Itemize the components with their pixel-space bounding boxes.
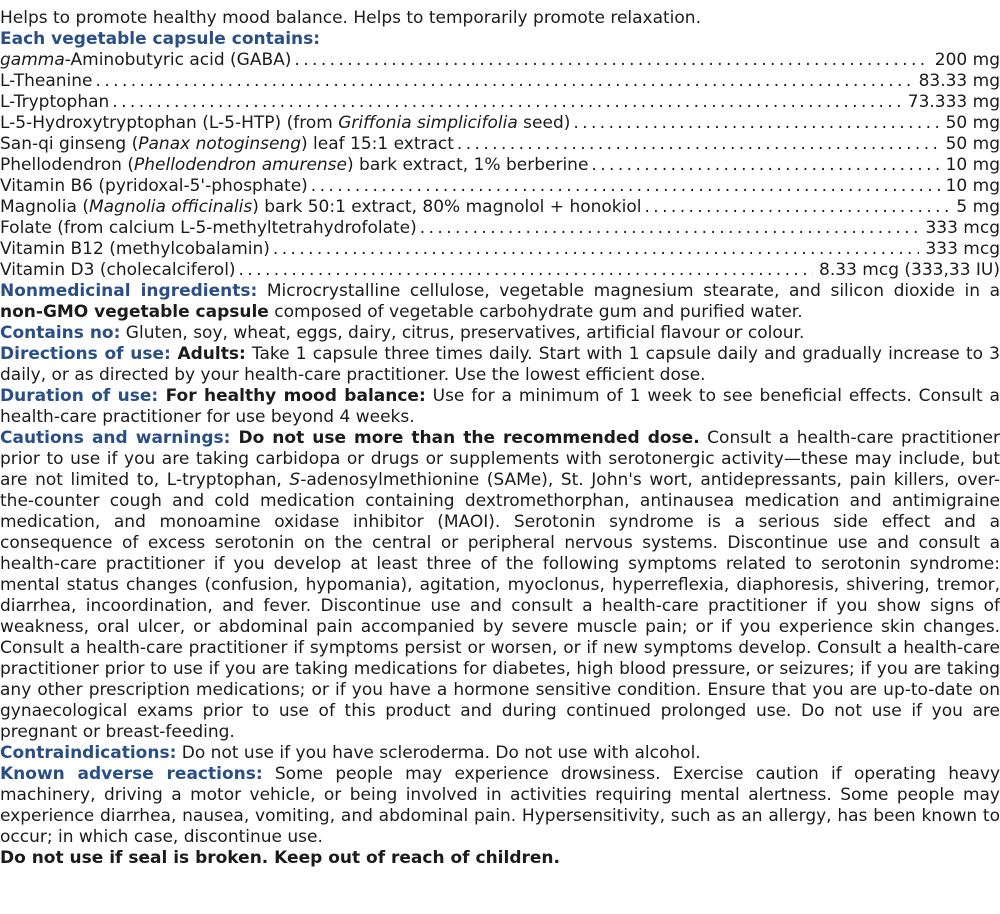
dot-leader [311, 176, 940, 197]
adverse-section [0, 764, 1000, 848]
ingredients-list [0, 50, 1000, 281]
contraindications-heading: Contraindications: [0, 743, 177, 763]
ingredient-row [0, 92, 1000, 113]
ingredient-row [0, 239, 1000, 260]
ingredient-amount: 50 mg [945, 113, 1000, 133]
ingredient-name-part: gamma [0, 50, 65, 70]
dot-leader [294, 50, 928, 71]
ingredient-amount: 83.33 mg [918, 71, 1000, 91]
duration-bold: For healthy mood balance: [158, 386, 426, 406]
directions-text: Take 1 capsule three times daily. Start with 1 capsule daily and gradually increase to 3 daily, or as directed by your health-care practitioner. Use the lowest efficient dose. [0, 344, 1000, 385]
contraindications-text: Do not use if you have scleroderma. Do not use with alcohol. [176, 743, 701, 763]
ingredient-name-part: Phellodendron amurense [133, 155, 347, 175]
directions-heading: Directions of use: [0, 344, 171, 364]
duration-section [0, 386, 1000, 428]
directions-bold: Adults: [170, 344, 246, 364]
cautions-italic: S [289, 470, 301, 490]
ingredient-amount: 200 mg [934, 50, 1000, 70]
ingredient-amount: 8.33 mcg (333,33 IU) [819, 260, 1000, 280]
dot-leader [573, 113, 939, 134]
ingredient-name-part: Griffonia simplicifolia [338, 113, 518, 133]
duration-heading: Duration of use: [0, 386, 159, 406]
dot-leader [112, 92, 901, 113]
cautions-bold: Do not use more than the recommended dose. [230, 428, 700, 448]
duration-text: Use for a minimum of 1 week to see beneficial effects. Consult a health-care practitioner for use beyond 4 weeks. [0, 386, 1000, 427]
cautions-text: Consult a health-care practitioner prior to use if you are taking carbidopa or drugs or supplements with serotonergic activity—these may include, but are not limited to, L-tryptophan, [0, 428, 1000, 490]
nonmedicinal-text-2: composed of vegetable carbohydrate gum and purified water. [268, 302, 803, 322]
ingredient-name-part: L-Theanine [0, 71, 93, 91]
ingredient-row [0, 218, 1000, 239]
ingredient-row [0, 260, 1000, 281]
ingredient-name-part: Magnolia officinalis [88, 197, 253, 217]
ingredient-name-part: Vitamin B6 (pyridoxal-5'-phosphate) [0, 176, 308, 196]
dot-leader [644, 197, 950, 218]
ingredient-name [0, 176, 308, 197]
ingredient-name [0, 92, 109, 113]
ingredient-name-part: -Aminobutyric acid (GABA) [64, 50, 292, 70]
ingredient-name [0, 197, 641, 218]
dot-leader [457, 134, 940, 155]
ingredient-name [0, 260, 236, 281]
cautions-text-2: -adenosylmethionine (SAMe), St. John's wort, antidepressants, pain killers, over-the-counter cough and cold medication containing dextromethorphan, antinausea medication and antimigraine medication, and monoamine oxidase inhibitor (MAOI). Serotonin syndrome is a serious side effect and a consequence of excess serotonin on the central or peripheral nervous systems. Discontinue use and consult a health-care practitioner if you develop at least three of the following symptoms related to serotonin syndrome: mental status changes (confusion, hypomania), agitation, myoclonus, hyperreflexia, diaphoresis, shivering, tremor, diarrhea, incoordination, and fever. Discontinue use and consult a health-care practitioner if you show signs of weakness, oral ulcer, or abdominal pain accompanied by severe muscle pain; or if you experience skin changes. Consult a health-care practitioner if symptoms persist or worsen, or if new symptoms develop. Consult a health-care practitioner prior to use if you are taking medications for diabetes, high blood pressure, or seizures; if you are taking any other prescription medications; or if you have a hormone sensitive condition. Ensure that you are up-to-date on gynaecological exams prior to use of this product and during continued prolonged use. Do not use if you are pregnant or breast-feeding. [0, 470, 1000, 742]
contains-no-heading: Contains no: [0, 323, 121, 343]
ingredient-row [0, 197, 1000, 218]
dot-leader [96, 71, 913, 92]
ingredient-name-part: ) bark 50:1 extract, 80% magnolol + honokiol [252, 197, 642, 217]
ingredient-name-part: ) bark extract, 1% berberine [347, 155, 589, 175]
ingredient-name-part: Phellodendron ( [0, 155, 134, 175]
ingredient-amount: 333 mcg [925, 218, 1000, 238]
dot-leader [273, 239, 920, 260]
dot-leader [239, 260, 813, 281]
ingredient-row [0, 134, 1000, 155]
final-warning: Do not use if seal is broken. Keep out of reach of children. [0, 848, 560, 868]
ingredient-name [0, 71, 93, 92]
ingredient-name-part: Magnolia ( [0, 197, 89, 217]
directions-section [0, 344, 1000, 386]
ingredient-name-part: L-5-Hydroxytryptophan (L-5-HTP) (from [0, 113, 339, 133]
ingredient-amount: 10 mg [945, 176, 1000, 196]
ingredient-name-part: L-Tryptophan [0, 92, 110, 112]
nonmedicinal-section [0, 281, 1000, 323]
ingredient-name-part: Folate (from calcium L-5-methyltetrahydrofolate) [0, 218, 417, 238]
ingredient-row [0, 71, 1000, 92]
nonmedicinal-bold: non-GMO vegetable capsule [0, 302, 269, 322]
dot-leader [591, 155, 939, 176]
ingredient-row [0, 50, 1000, 71]
ingredient-name-part: ) leaf 15:1 extract [301, 134, 454, 154]
ingredient-name [0, 50, 291, 71]
ingredient-name [0, 113, 570, 134]
ingredient-name [0, 239, 270, 260]
ingredient-row [0, 155, 1000, 176]
adverse-heading: Known adverse reactions: [0, 764, 263, 784]
ingredient-amount: 10 mg [945, 155, 1000, 175]
ingredient-name-part: San-qi ginseng ( [0, 134, 139, 154]
ingredient-name-part: Vitamin B12 (methylcobalamin) [0, 239, 270, 259]
cautions-section [0, 428, 1000, 743]
contraindications-section [0, 743, 1000, 764]
ingredient-name [0, 155, 588, 176]
cautions-heading: Cautions and warnings: [0, 428, 231, 448]
ingredient-name [0, 134, 454, 155]
ingredient-name-part: Panax notoginseng [138, 134, 301, 154]
ingredient-name-part: seed) [517, 113, 571, 133]
dot-leader [420, 218, 920, 239]
contains-no-text: Gluten, soy, wheat, eggs, dairy, citrus, preservatives, artificial flavour or colour. [120, 323, 805, 343]
ingredient-amount: 5 mg [956, 197, 1000, 217]
contains-no-section [0, 323, 1000, 344]
nonmedicinal-text: Microcrystalline cellulose, vegetable magnesium stearate, and silicon dioxide in a [257, 281, 1000, 301]
ingredient-row [0, 176, 1000, 197]
ingredient-amount: 50 mg [945, 134, 1000, 154]
ingredient-name-part: Vitamin D3 (cholecalciferol) [0, 260, 236, 280]
ingredient-amount: 73.333 mg [907, 92, 1000, 112]
nonmedicinal-heading: Nonmedicinal ingredients: [0, 281, 258, 301]
intro-text: Helps to promote healthy mood balance. Helps to temporarily promote relaxation. [0, 8, 701, 28]
ingredient-amount: 333 mcg [925, 239, 1000, 259]
adverse-text: Some people may experience drowsiness. Exercise caution if operating heavy machinery, driving a motor vehicle, or being involved in activities requiring mental alertness. Some people may experience diarrhea, nausea, vomiting, and abdominal pain. Hypersensitivity, such as an allergy, has been known to occur; in which case, discontinue use. [0, 764, 1000, 847]
ingredients-heading: Each vegetable capsule contains: [0, 29, 321, 49]
ingredient-row [0, 113, 1000, 134]
label-document [0, 8, 1000, 869]
ingredient-name [0, 218, 417, 239]
